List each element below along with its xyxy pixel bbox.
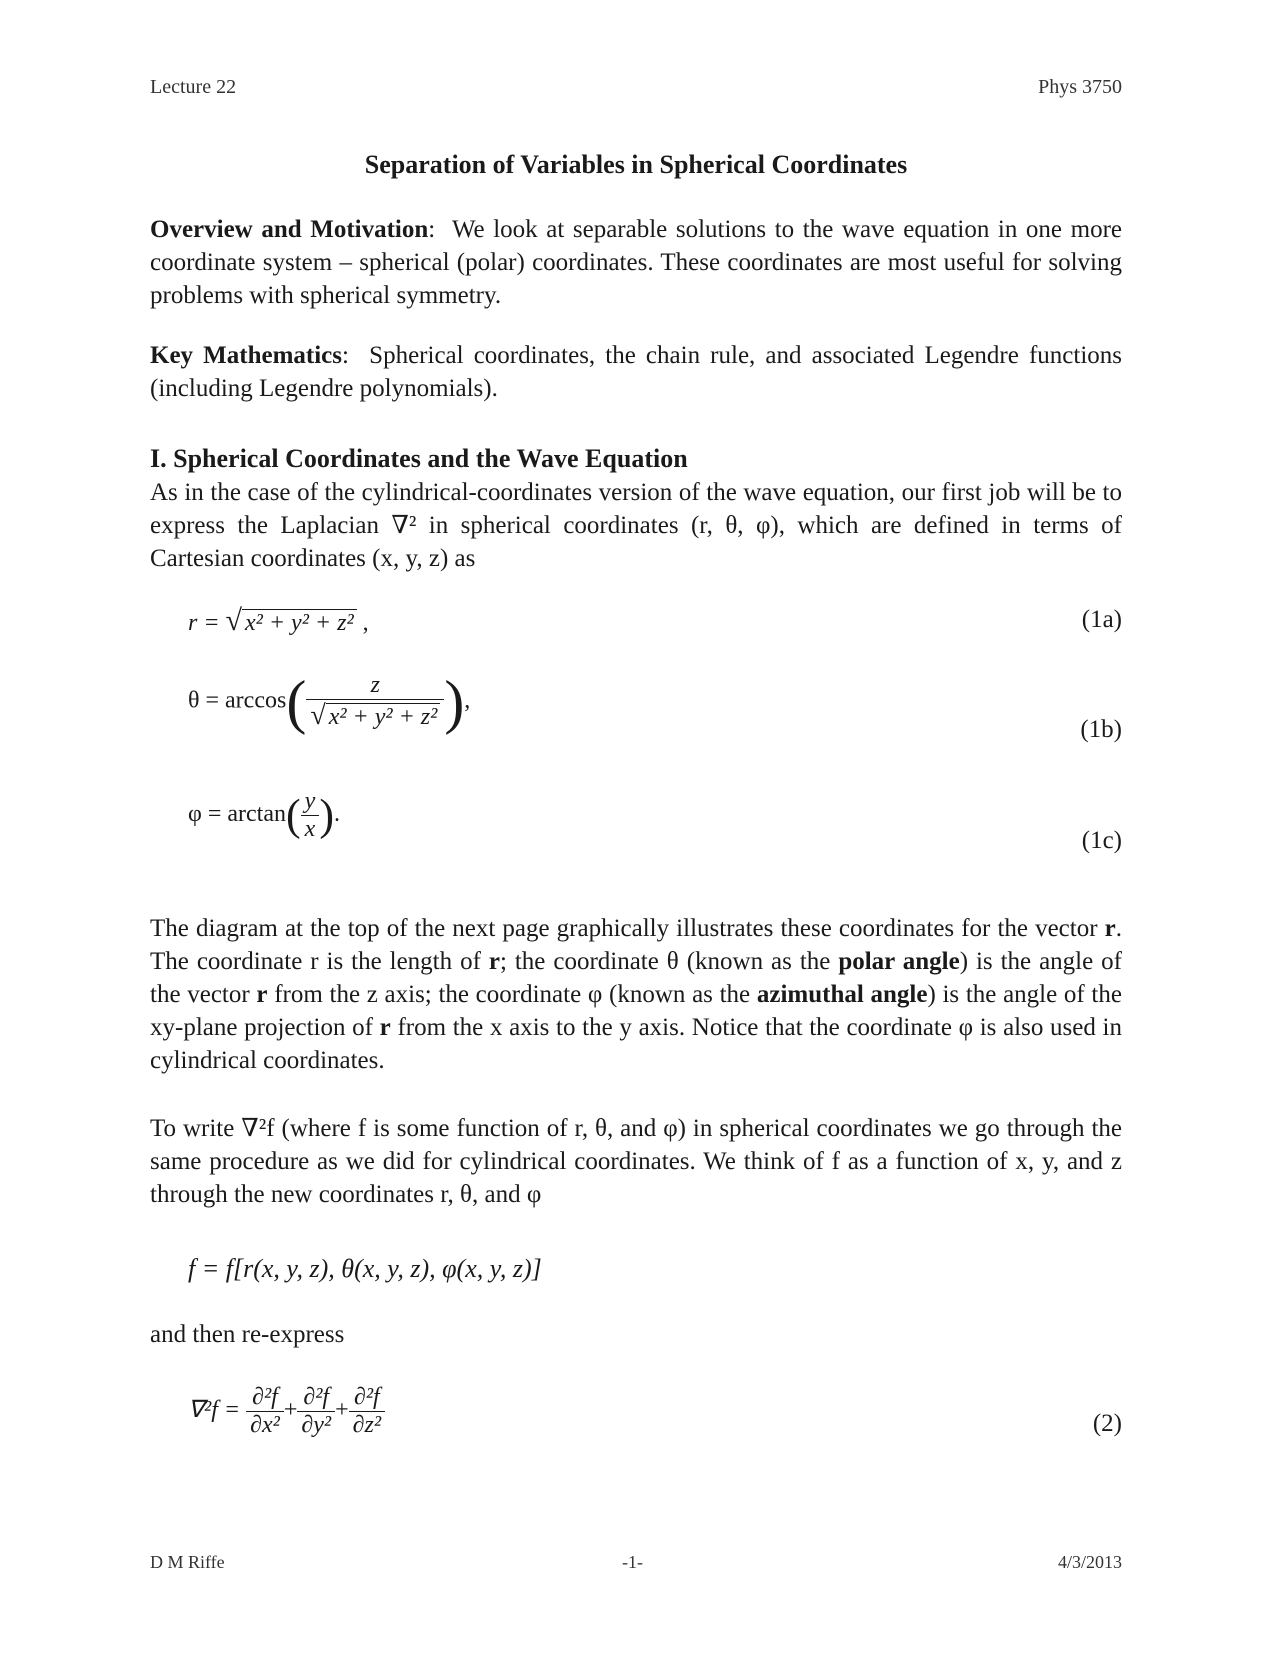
eq1b-number: (1b) <box>1080 716 1122 743</box>
footer-page-number: -1- <box>622 1552 643 1572</box>
right-paren: ) <box>444 669 465 735</box>
azimuthal-angle-term: azimuthal angle <box>756 981 928 1008</box>
eq1a-number: (1a) <box>1081 606 1122 633</box>
keymath-label: Key Mathematics <box>150 342 342 369</box>
eq2-t2-den: ∂y² <box>301 1412 332 1438</box>
overview-paragraph: Overview and Motivation: We look at separable solutions to the wave equation in one more coordinate system – spherical (polar) coordinates. These coordinates are most useful for solving problems with spherical symmetry. <box>150 216 1122 309</box>
eq2-lhs: ∇²f = <box>188 1397 241 1424</box>
eq2-number: (2) <box>1092 1410 1122 1437</box>
header-lecture: Lecture 22 <box>150 76 237 98</box>
polar-angle-term: polar angle <box>838 948 960 975</box>
eq1b-radicand: x² + y² + z² <box>326 703 441 731</box>
plus-sign: + <box>283 1397 298 1424</box>
equation-1b <box>188 669 471 735</box>
eq1b-tail: , <box>464 687 471 714</box>
eq2-term-y <box>297 1384 335 1439</box>
keymath-paragraph: Key Mathematics: Spherical coordinates, the chain rule, and associated Legendre functions (including Legendre polynomials). <box>150 342 1122 402</box>
eq1c-number: (1c) <box>1081 827 1122 854</box>
eq1c-tail: . <box>333 801 340 828</box>
equation-1c <box>188 788 340 843</box>
eq1b-fraction <box>306 672 444 732</box>
eq2-t3-den: ∂z² <box>352 1412 382 1438</box>
vector-r: r <box>256 981 268 1008</box>
left-paren: ( <box>286 669 307 735</box>
eq2-term-x <box>246 1384 284 1439</box>
eq1b-denominator: √ x² + y² + z² <box>306 700 444 732</box>
eq1b-lhs: θ = arccos <box>188 687 287 714</box>
equation-1a <box>188 604 369 638</box>
eq1c-denominator: x <box>304 816 316 842</box>
left-paren: ( <box>286 790 301 840</box>
p2-part-e: from the z axis; the coordinate φ (known as the <box>267 981 757 1008</box>
p2-part-f: ) is the angle of the xy-plane projection of <box>150 981 1122 1041</box>
eq1b-numerator: z <box>306 672 444 700</box>
diagram-paragraph <box>150 912 1122 1077</box>
equation-f-composition: f = f[r(x, y, z), θ(x, y, z), φ(x, y, z)] <box>188 1254 542 1283</box>
vector-r: r <box>379 1014 391 1041</box>
equation-2 <box>188 1384 385 1439</box>
vector-r: r <box>1104 915 1116 942</box>
procedure-paragraph: To write ∇²f (where f is some function of r, θ, and φ) in spherical coordinates we go through the same procedure as we did for cylindrical coordinates. We think of f as a function of x, y, and z through the new coordinates r, θ, and φ <box>150 1115 1122 1208</box>
keymath-text: Spherical coordinates, the chain rule, and associated Legendre functions (including Legendre polynomials). <box>150 342 1122 402</box>
vector-r: r <box>488 948 500 975</box>
eq2-t2-num: ∂²f <box>297 1384 335 1412</box>
eq2-t1-num: ∂²f <box>246 1384 284 1412</box>
header-course: Phys 3750 <box>1038 76 1122 98</box>
sqrt-sign: √ <box>225 604 243 637</box>
p2-part-c: ; the coordinate θ (known as the <box>499 948 839 975</box>
eq1c-numerator: y <box>301 788 320 816</box>
p2-part-a: The diagram at the top of the next page graphically illustrates these coordinates for the vector <box>150 915 1105 942</box>
eq1a-radicand: x² + y² + z² <box>242 609 357 637</box>
eq2-term-z <box>349 1384 385 1439</box>
plus-sign: + <box>335 1397 349 1424</box>
p2-part-d: ) is the angle of the vector <box>150 948 1122 1008</box>
overview-label: Overview and Motivation <box>150 216 429 243</box>
eq2-t3-num: ∂²f <box>349 1384 385 1412</box>
page-title: Separation of Variables in Spherical Coordinates <box>364 150 908 179</box>
eq1c-lhs: φ = arctan <box>188 801 287 828</box>
footer-author: D M Riffe <box>150 1552 225 1572</box>
eq1a-lhs: r = <box>188 610 220 636</box>
p2-part-g: from the x axis to the y axis. Notice that the coordinate φ is also used in cylindrical coordinates. <box>150 1014 1122 1074</box>
eq1c-fraction <box>301 788 320 843</box>
section-heading: I. Spherical Coordinates and the Wave Equation <box>150 444 688 473</box>
right-paren: ) <box>319 790 334 840</box>
p2-part-b: . The coordinate r is the length of <box>150 915 1122 975</box>
reexpress-paragraph: and then re-express <box>150 1321 345 1348</box>
eq1a-tail: , <box>362 610 369 636</box>
footer-date: 4/3/2013 <box>1057 1552 1122 1572</box>
laplacian-paragraph: As in the case of the cylindrical-coordinates version of the wave equation, our first job will be to express the Laplacian ∇² in spherical coordinates (r, θ, φ), which are defined in terms of Cartesian coordinates (x, y, z) as <box>150 479 1122 572</box>
overview-text: We look at separable solutions to the wave equation in one more coordinate system – spherical (polar) coordinates. These coordinates are most useful for solving problems with spherical symmetry. <box>150 216 1122 309</box>
eq2-t1-den: ∂x² <box>250 1412 280 1438</box>
